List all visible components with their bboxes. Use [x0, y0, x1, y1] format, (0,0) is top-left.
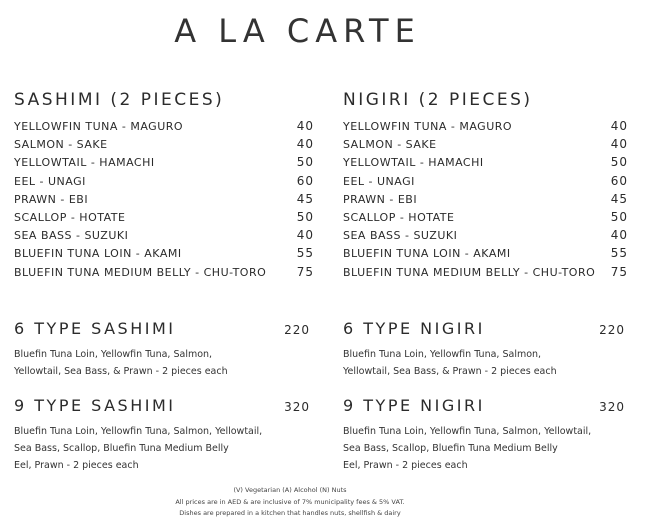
item-price: 50 [296, 209, 314, 224]
set-price: 220 [599, 323, 625, 337]
nigiri-section [343, 90, 628, 281]
menu-item [343, 226, 628, 244]
item-price: 45 [296, 191, 314, 206]
menu-item [14, 244, 314, 262]
item-name: SEA BASS - SUZUKI [14, 229, 129, 243]
item-price: 60 [296, 173, 314, 188]
item-name: BLUEFIN TUNA MEDIUM BELLY - CHU-TORO [343, 265, 596, 279]
menu-item [14, 117, 314, 135]
menu-item [14, 263, 314, 281]
menu-title: A LA CARTE [174, 12, 421, 50]
dietary-legend: (V) Vegetarian (A) Alcohol (N) Nuts [233, 486, 347, 494]
set-description [343, 423, 625, 474]
item-price: 75 [296, 264, 314, 279]
description-line: Sea Bass, Scallop, Bluefin Tuna Medium Belly [14, 443, 229, 454]
menu-item [14, 208, 314, 226]
allergen-note: Dishes are prepared in a kitchen that handles nuts, shellfish & dairy [179, 509, 401, 517]
item-name: SCALLOP - HOTATE [343, 210, 455, 224]
menu-item [343, 190, 628, 208]
nine-type-nigiri [343, 396, 625, 474]
nigiri-heading: NIGIRI (2 PIECES) [343, 90, 533, 110]
menu-item [343, 135, 628, 153]
item-name: PRAWN - EBI [343, 192, 418, 206]
item-name: EEL - UNAGI [14, 174, 86, 188]
description-line: Eel, Prawn - 2 pieces each [14, 460, 139, 471]
set-title: 9 TYPE SASHIMI [14, 396, 176, 415]
six-type-nigiri [343, 319, 625, 380]
item-price: 40 [610, 119, 628, 133]
menu-item [343, 172, 628, 190]
set-price: 320 [284, 400, 310, 414]
sashimi-section [14, 90, 314, 281]
menu-item [343, 153, 628, 171]
menu-item [14, 190, 314, 208]
set-description [343, 346, 625, 380]
menu-item [343, 263, 628, 281]
item-price: 50 [610, 155, 628, 170]
item-name: YELLOWFIN TUNA - MAGURO [14, 120, 184, 133]
item-price: 50 [610, 209, 628, 224]
item-name: SCALLOP - HOTATE [14, 210, 126, 224]
description-line: Eel, Prawn - 2 pieces each [343, 460, 468, 471]
item-name: SEA BASS - SUZUKI [343, 229, 458, 243]
set-title: 6 TYPE SASHIMI [14, 319, 176, 338]
description-line: Yellowtail, Sea Bass, & Prawn - 2 pieces each [14, 366, 228, 377]
set-description [14, 346, 310, 380]
description-line: Sea Bass, Scallop, Bluefin Tuna Medium Belly [343, 443, 558, 454]
set-title: 6 TYPE NIGIRI [343, 319, 485, 338]
item-price: 45 [610, 191, 628, 206]
item-price: 40 [296, 137, 314, 152]
description-line: Bluefin Tuna Loin, Yellowfin Tuna, Salmon, [14, 349, 213, 360]
set-description [14, 423, 310, 474]
item-name: YELLOWFIN TUNA - MAGURO [343, 120, 513, 133]
item-name: BLUEFIN TUNA LOIN - AKAMI [14, 247, 182, 261]
item-name: SALMON - SAKE [14, 138, 108, 152]
sashimi-heading: SASHIMI (2 PIECES) [14, 90, 225, 110]
item-name: SALMON - SAKE [343, 138, 437, 152]
description-line: Bluefin Tuna Loin, Yellowfin Tuna, Salmon, [343, 349, 542, 360]
item-name: EEL - UNAGI [343, 174, 415, 188]
menu-item [343, 208, 628, 226]
pricing-note: All prices are in AED & are inclusive of 7% municipality fees & 5% VAT. [175, 497, 405, 506]
nine-type-sashimi [14, 396, 310, 474]
menu-item [14, 135, 314, 153]
menu-item [14, 153, 314, 171]
item-price: 40 [610, 137, 628, 152]
menu-item [343, 244, 628, 262]
item-price: 55 [296, 246, 314, 261]
menu-item [14, 172, 314, 190]
item-name: BLUEFIN TUNA LOIN - AKAMI [343, 247, 511, 261]
item-price: 50 [296, 155, 314, 170]
six-type-sashimi [14, 319, 310, 380]
item-price: 40 [296, 228, 314, 243]
menu-item [343, 117, 628, 135]
item-name: PRAWN - EBI [14, 192, 89, 206]
item-name: YELLOWTAIL - HAMACHI [343, 156, 484, 170]
item-price: 40 [610, 228, 628, 243]
description-line: Yellowtail, Sea Bass, & Prawn - 2 pieces each [343, 366, 557, 377]
set-price: 220 [284, 323, 310, 337]
description-line: Bluefin Tuna Loin, Yellowfin Tuna, Salmon, Yellowtail, [14, 426, 263, 437]
menu-item [14, 226, 314, 244]
item-name: BLUEFIN TUNA MEDIUM BELLY - CHU-TORO [14, 265, 267, 279]
item-price: 55 [610, 246, 628, 261]
set-price: 320 [599, 400, 625, 414]
set-title: 9 TYPE NIGIRI [343, 396, 485, 415]
item-price: 75 [610, 264, 628, 279]
description-line: Bluefin Tuna Loin, Yellowfin Tuna, Salmon, Yellowtail, [343, 426, 592, 437]
item-price: 60 [610, 173, 628, 188]
item-name: YELLOWTAIL - HAMACHI [14, 156, 155, 170]
footer-notes [120, 485, 460, 520]
item-price: 40 [296, 119, 314, 133]
